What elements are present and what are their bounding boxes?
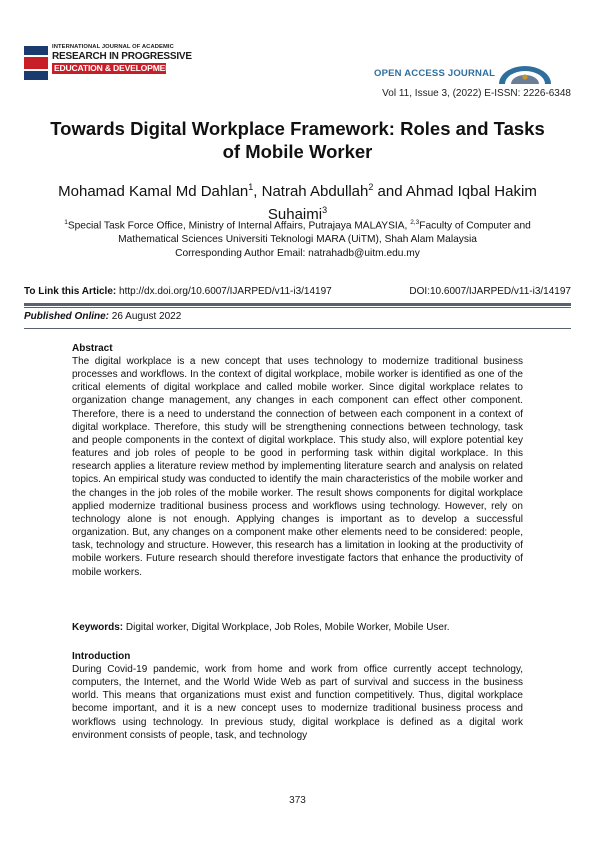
corresponding-author-email: Corresponding Author Email: natrahadb@uitm.edu.my bbox=[175, 247, 420, 259]
author-superscript: 3 bbox=[322, 205, 328, 215]
introduction-text: During Covid-19 pandemic, work from home and work from office currently accept technology, computers, the Internet, and the World Wide Web as part of survival and success in the business world. This means that organizations must exist and function competitively. Thus, digital workplace become important, and it is a new concept uses to modernize traditional business process and workflows using technology. In previous study, digital workplace is defined as a digital work environment consists of people, task, and technology bbox=[72, 664, 523, 741]
author-name: Ahmad Iqbal Hakim Suhaimi bbox=[267, 183, 537, 223]
affiliation-text: Faculty of Computer and Mathematical Sciences Universiti Teknologi MARA (UiTM), Shah Alam Malaysia bbox=[118, 220, 531, 245]
published-date: 26 August 2022 bbox=[111, 311, 182, 322]
published-label: Published Online: bbox=[24, 311, 110, 322]
open-access-icon bbox=[493, 64, 557, 84]
affiliation-superscript: 1 bbox=[64, 219, 68, 226]
author-superscript: 1 bbox=[248, 182, 254, 192]
abstract-heading: Abstract bbox=[72, 343, 113, 354]
article-title: Towards Digital Workplace Framework: Roles and Tasks of Mobile Worker bbox=[50, 118, 545, 162]
introduction-heading: Introduction bbox=[72, 651, 131, 662]
keywords-list: Digital worker, Digital Workplace, Job Roles, Mobile Worker, Mobile User. bbox=[125, 622, 450, 633]
affiliation-block bbox=[40, 216, 555, 260]
author-superscript: 2 bbox=[368, 182, 374, 192]
keywords bbox=[72, 621, 523, 634]
journal-name-line3: EDUCATION & DEVELOPMENT bbox=[54, 63, 177, 73]
published-divider bbox=[24, 328, 571, 329]
author-name: Natrah Abdullah bbox=[261, 183, 369, 200]
keywords-label: Keywords: bbox=[72, 622, 124, 633]
affiliation-text: Special Task Force Office, Ministry of Internal Affairs, Putrajaya MALAYSIA, bbox=[67, 220, 411, 232]
journal-name-line2: RESEARCH IN PROGRESSIVE bbox=[52, 51, 192, 62]
article-doi[interactable]: DOI:10.6007/IJARPED/v11-i3/14197 bbox=[409, 286, 571, 297]
article-link[interactable]: http://dx.doi.org/10.6007/IJARPED/v11-i3/14197 bbox=[119, 286, 332, 297]
journal-logo bbox=[24, 44, 192, 82]
author-separator: , bbox=[253, 183, 262, 200]
author-name: Mohamad Kamal Md Dahlan bbox=[58, 183, 249, 200]
header-divider-thin bbox=[24, 307, 571, 308]
journal-logo-mark bbox=[24, 46, 48, 80]
header-divider-thick bbox=[24, 303, 571, 306]
article-link-label: To Link this Article: bbox=[24, 286, 117, 297]
published-online bbox=[24, 311, 181, 322]
affiliation-superscript: 2,3 bbox=[410, 219, 420, 226]
page-number: 373 bbox=[289, 795, 306, 806]
volume-info: Vol 11, Issue 3, (2022) E-ISSN: 2226-6348 bbox=[382, 88, 571, 99]
abstract-text: The digital workplace is a new concept that uses technology to modernize traditional business processes and workflows. In the context of digital workplace, mobile worker is identified as one of the critical elements of digital workplace and called mobile worker. Since digital workplace relates to organization change management, any changes in each component can effect other component. Therefore, there is a need to understand the connection of between each component in a context of digital workplace. Therefore, this study will be strengthening connections between technology, task and people components in the context of digital workplace. This study also, will explore potential key features and job roles of people to be good in performing task within digital workplace. In this research applies a literature review method by implementing literature search and analysis on related topics. An empirical study was conducted to identify the main characteristics of the mobile worker and the changes in the job roles of the mobile worker. The result shows components for digital workplace applied modernize traditional business process and workflows using technology. However, rely on technology alone is not enough. Applying changes is important as to develop a successful organization. But, any changes on a component make other elements need to be considered: people, task, technology and structure. However, this research has a limitation in looking at the productivity of mobile workers. Future research should therefore investigate factors that enhance the productivity of mobile workers. bbox=[72, 356, 523, 578]
open-access-label: OPEN ACCESS JOURNAL bbox=[374, 68, 496, 79]
author-separator: and bbox=[373, 183, 406, 200]
journal-name-line1: INTERNATIONAL JOURNAL OF ACADEMIC bbox=[52, 44, 174, 50]
article-link-row bbox=[24, 286, 571, 297]
open-access-badge bbox=[374, 62, 569, 84]
